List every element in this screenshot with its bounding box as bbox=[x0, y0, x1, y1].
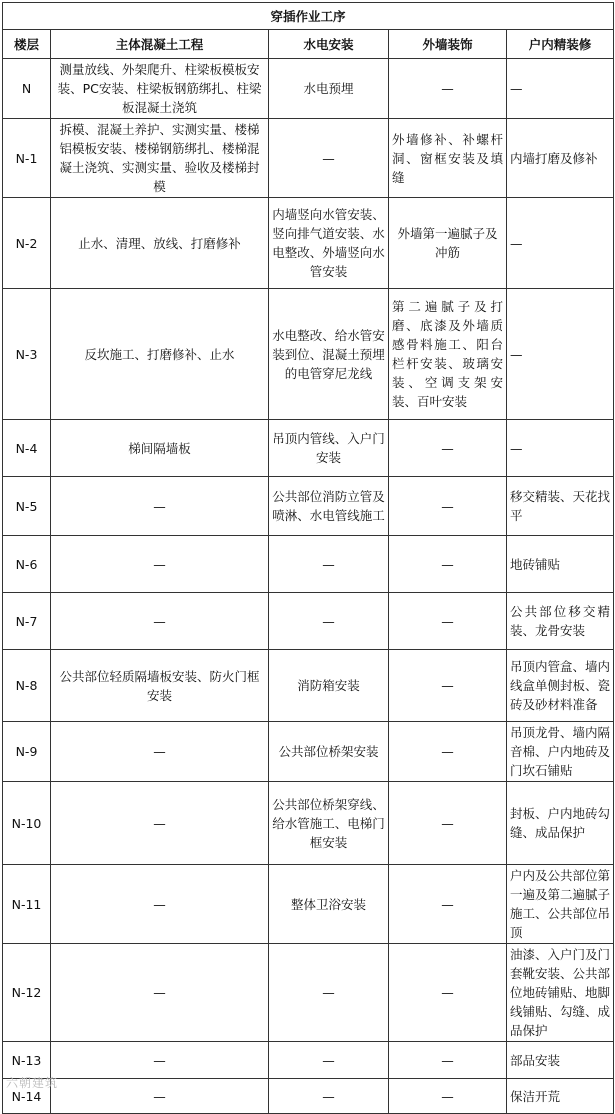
cell-floor: N-7 bbox=[3, 593, 51, 650]
table-row bbox=[3, 865, 614, 944]
header-interior: 户内精装修 bbox=[507, 30, 614, 59]
cell-mep: 公共部位桥架穿线、给水管施工、电梯门框安装 bbox=[269, 782, 389, 865]
table-row bbox=[3, 198, 614, 289]
cell-interior: 吊顶龙骨、墙内隔音棉、户内地砖及门坎石铺贴 bbox=[507, 722, 614, 782]
cell-mep: — bbox=[269, 593, 389, 650]
table-row bbox=[3, 593, 614, 650]
title-row bbox=[3, 3, 614, 30]
cell-main-concrete: — bbox=[51, 944, 269, 1042]
cell-exterior: — bbox=[389, 782, 507, 865]
cell-exterior: 第二遍腻子及打磨、底漆及外墙质感骨料施工、阳台栏杆安装、玻璃安装、空调支架安装、百叶安装 bbox=[389, 289, 507, 420]
cell-exterior: 外墙第一遍腻子及冲筋 bbox=[389, 198, 507, 289]
table-row bbox=[3, 722, 614, 782]
cell-floor: N-5 bbox=[3, 477, 51, 536]
cell-exterior: — bbox=[389, 536, 507, 593]
cell-floor: N-3 bbox=[3, 289, 51, 420]
cell-interior: 吊顶内管盒、墙内线盒单侧封板、瓷砖及砂材料准备 bbox=[507, 650, 614, 722]
table-row bbox=[3, 650, 614, 722]
cell-mep: 内墙竖向水管安装、竖向排气道安装、水电整改、外墙竖向水管安装 bbox=[269, 198, 389, 289]
header-exterior: 外墙装饰 bbox=[389, 30, 507, 59]
cell-interior: 油漆、入户门及门套靴安装、公共部位地砖铺贴、地脚线铺贴、勾缝、成品保护 bbox=[507, 944, 614, 1042]
cell-interior: 部品安装 bbox=[507, 1042, 614, 1079]
cell-floor: N-10 bbox=[3, 782, 51, 865]
cell-main-concrete: 止水、清理、放线、打磨修补 bbox=[51, 198, 269, 289]
cell-mep: 公共部位桥架安装 bbox=[269, 722, 389, 782]
header-main-concrete: 主体混凝土工程 bbox=[51, 30, 269, 59]
table-title: 穿插作业工序 bbox=[3, 3, 614, 30]
table-row bbox=[3, 420, 614, 477]
table-row bbox=[3, 1042, 614, 1079]
cell-exterior: — bbox=[389, 944, 507, 1042]
cell-interior: — bbox=[507, 198, 614, 289]
cell-floor: N-8 bbox=[3, 650, 51, 722]
table-body bbox=[3, 59, 614, 1114]
cell-floor: N-11 bbox=[3, 865, 51, 944]
cell-main-concrete: — bbox=[51, 1042, 269, 1079]
table-row bbox=[3, 536, 614, 593]
header-mep: 水电安装 bbox=[269, 30, 389, 59]
cell-interior: 封板、户内地砖勾缝、成品保护 bbox=[507, 782, 614, 865]
cell-main-concrete: 反坎施工、打磨修补、止水 bbox=[51, 289, 269, 420]
cell-exterior: — bbox=[389, 59, 507, 119]
table-row bbox=[3, 944, 614, 1042]
cell-mep: 吊顶内管线、入户门安装 bbox=[269, 420, 389, 477]
cell-main-concrete: 拆模、混凝土养护、实测实量、楼梯铝模板安装、楼梯钢筋绑扎、楼梯混凝土浇筑、实测实量、验收及楼梯封模 bbox=[51, 119, 269, 198]
cell-mep: 水电预埋 bbox=[269, 59, 389, 119]
cell-mep: — bbox=[269, 119, 389, 198]
cell-exterior: 外墙修补、补螺杆洞、窗框安装及填缝 bbox=[389, 119, 507, 198]
cell-mep: — bbox=[269, 536, 389, 593]
table-row bbox=[3, 59, 614, 119]
cell-interior: 内墙打磨及修补 bbox=[507, 119, 614, 198]
cell-exterior: — bbox=[389, 1042, 507, 1079]
cell-main-concrete: 测量放线、外架爬升、柱梁板模板安装、PC安装、柱梁板钢筋绑扎、柱梁板混凝土浇筑 bbox=[51, 59, 269, 119]
cell-mep: 公共部位消防立管及喷淋、水电管线施工 bbox=[269, 477, 389, 536]
table-row bbox=[3, 289, 614, 420]
cell-main-concrete: — bbox=[51, 865, 269, 944]
cell-mep: — bbox=[269, 944, 389, 1042]
cell-floor: N-9 bbox=[3, 722, 51, 782]
cell-floor: N-6 bbox=[3, 536, 51, 593]
cell-exterior: — bbox=[389, 1079, 507, 1114]
table-row bbox=[3, 119, 614, 198]
cell-exterior: — bbox=[389, 420, 507, 477]
cell-mep: 整体卫浴安装 bbox=[269, 865, 389, 944]
cell-main-concrete: — bbox=[51, 593, 269, 650]
cell-main-concrete: — bbox=[51, 782, 269, 865]
watermark: 六朝建筑 bbox=[6, 1076, 59, 1090]
cell-interior: 移交精装、天花找平 bbox=[507, 477, 614, 536]
cell-interior: 保洁开荒 bbox=[507, 1079, 614, 1114]
cell-floor: N-12 bbox=[3, 944, 51, 1042]
cell-main-concrete: 公共部位轻质隔墙板安装、防火门框安装 bbox=[51, 650, 269, 722]
work-sequence-table bbox=[2, 2, 614, 1114]
header-row bbox=[3, 30, 614, 59]
cell-floor: N-4 bbox=[3, 420, 51, 477]
table-row bbox=[3, 1079, 614, 1114]
table-row bbox=[3, 477, 614, 536]
cell-floor: N bbox=[3, 59, 51, 119]
cell-floor: N-1 bbox=[3, 119, 51, 198]
cell-exterior: — bbox=[389, 722, 507, 782]
header-floor: 楼层 bbox=[3, 30, 51, 59]
cell-main-concrete: 梯间隔墙板 bbox=[51, 420, 269, 477]
cell-main-concrete: — bbox=[51, 536, 269, 593]
cell-interior: — bbox=[507, 420, 614, 477]
cell-floor: N-2 bbox=[3, 198, 51, 289]
cell-floor: N-14 bbox=[3, 1079, 51, 1114]
cell-mep: — bbox=[269, 1042, 389, 1079]
cell-interior: 公共部位移交精装、龙骨安装 bbox=[507, 593, 614, 650]
cell-exterior: — bbox=[389, 477, 507, 536]
cell-floor: N-13 bbox=[3, 1042, 51, 1079]
cell-exterior: — bbox=[389, 865, 507, 944]
cell-interior: 户内及公共部位第一遍及第二遍腻子施工、公共部位吊顶 bbox=[507, 865, 614, 944]
cell-exterior: — bbox=[389, 593, 507, 650]
cell-mep: 消防箱安装 bbox=[269, 650, 389, 722]
cell-main-concrete: — bbox=[51, 722, 269, 782]
cell-exterior: — bbox=[389, 650, 507, 722]
cell-interior: — bbox=[507, 59, 614, 119]
cell-main-concrete: — bbox=[51, 1079, 269, 1114]
cell-interior: 地砖铺贴 bbox=[507, 536, 614, 593]
cell-main-concrete: — bbox=[51, 477, 269, 536]
cell-interior: — bbox=[507, 289, 614, 420]
table-row bbox=[3, 782, 614, 865]
cell-mep: — bbox=[269, 1079, 389, 1114]
cell-mep: 水电整改、给水管安装到位、混凝土预埋的电管穿尼龙线 bbox=[269, 289, 389, 420]
